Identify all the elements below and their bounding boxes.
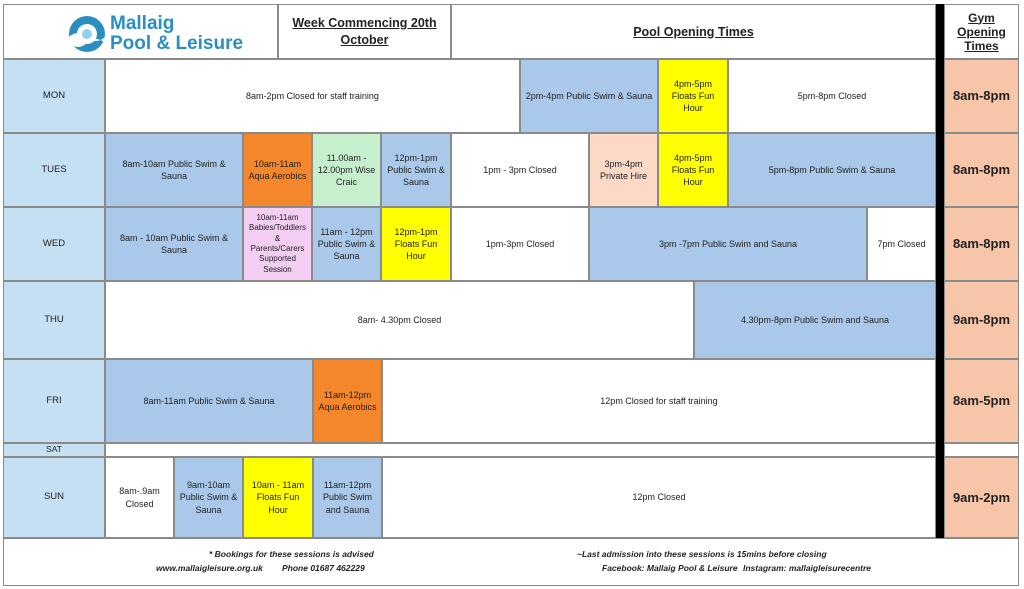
session-tue-public-swim-pm: 5pm-8pm Public Swim & Sauna [728,133,936,207]
footer-instagram: Instagram: mallaigleisurecentre [743,563,872,573]
pool-heading [451,4,936,59]
session-sat-empty [105,443,936,457]
footer-admission-note: ~Last admission into these sessions is 15mins before closing [577,549,827,559]
session-fri-aqua-aerobics: 11am-12pm Aqua Aerobics [313,359,382,443]
session-sun-closed: 12pm Closed [382,457,936,538]
session-mon-closed-training: 8am-2pm Closed for staff training [105,59,520,133]
session-wed-public-swim-pm: 3pm -7pm Public Swim and Sauna [589,207,867,281]
logo-wave-icon [66,13,108,55]
session-wed-closed-7pm: 7pm Closed [867,207,936,281]
footer-website: www.mallaigleisure.org.uk [156,563,263,573]
day-saturday: SAT [3,443,105,457]
day-wednesday: WED [3,207,105,281]
session-wed-floats-fun: 12pm-1pm Floats Fun Hour [381,207,451,281]
gym-hours-thu: 9am-8pm [944,281,1019,359]
day-sunday: SUN [3,457,105,538]
day-thursday: THU [3,281,105,359]
logo-title: Mallaig [110,13,175,34]
session-mon-closed: 5pm-8pm Closed [728,59,936,133]
gym-hours-mon: 8am-8pm [944,59,1019,133]
session-sun-floats-fun: 10am - 11am Floats Fun Hour [243,457,313,538]
session-sun-public-swim-noon: 11am-12pm Public Swim and Sauna [313,457,382,538]
session-wed-babies-toddlers: 10am-11am Babies/Toddlers & Parents/Carers Supported Session [243,207,312,281]
gym-hours-fri: 8am-5pm [944,359,1019,443]
week-heading-line2: October [340,33,389,47]
session-sun-closed-am: 8am-.9am Closed [105,457,174,538]
session-sun-public-swim-am: 9am-10am Public Swim & Sauna [174,457,243,538]
session-tue-closed: 1pm - 3pm Closed [451,133,589,207]
session-wed-public-swim-am: 8am - 10am Public Swim & Sauna [105,207,243,281]
logo-subtitle: Pool & Leisure [110,33,244,54]
session-fri-closed-training: 12pm Closed for staff training [382,359,936,443]
session-tue-floats-fun: 4pm-5pm Floats Fun Hour [658,133,728,207]
session-mon-floats-fun: 4pm-5pm Floats Fun Hour [658,59,728,133]
session-thu-closed: 8am- 4.30pm Closed [105,281,694,359]
divider-bar [936,4,944,538]
gym-hours-tues: 8am-8pm [944,133,1019,207]
day-tuesday: TUES [3,133,105,207]
session-tue-aqua-aerobics: 10am-11am Aqua Aerobics [243,133,312,207]
gym-hours-sat [944,443,1019,457]
session-tue-wise-craic: 11.00am - 12.00pm Wise Craic [312,133,381,207]
gym-hours-sun: 9am-2pm [944,457,1019,538]
gym-hours-wed: 8am-8pm [944,207,1019,281]
session-mon-public-swim: 2pm-4pm Public Swim & Sauna [520,59,658,133]
gym-heading-line3: Times [964,38,999,53]
session-tue-private-hire: 3pm-4pm Private Hire [589,133,658,207]
logo [3,4,278,59]
session-tue-public-swim-noon: 12pm-1pm Public Swim & Sauna [381,133,451,207]
gym-heading-line2: Opening [957,24,1006,39]
footer-phone: Phone 01687 462229 [282,563,365,573]
footer [3,538,1019,586]
week-heading-line1: Week Commencing 20th [292,16,437,30]
gym-heading [944,4,1019,59]
session-wed-closed: 1pm-3pm Closed [451,207,589,281]
session-tue-public-swim-am: 8am-10am Public Swim & Sauna [105,133,243,207]
session-thu-public-swim: 4.30pm-8pm Public Swim and Sauna [694,281,936,359]
footer-facebook: Facebook: Mallaig Pool & Leisure [602,563,738,573]
day-monday: MON [3,59,105,133]
week-heading [278,4,451,59]
gym-heading-line1: Gym [968,10,995,25]
pool-heading-text: Pool Opening Times [633,24,754,39]
footer-booking-note: * Bookings for these sessions is advised [209,549,374,559]
day-friday: FRI [3,359,105,443]
session-fri-public-swim: 8am-11am Public Swim & Sauna [105,359,313,443]
session-wed-public-swim-noon: 11am - 12pm Public Swim & Sauna [312,207,381,281]
